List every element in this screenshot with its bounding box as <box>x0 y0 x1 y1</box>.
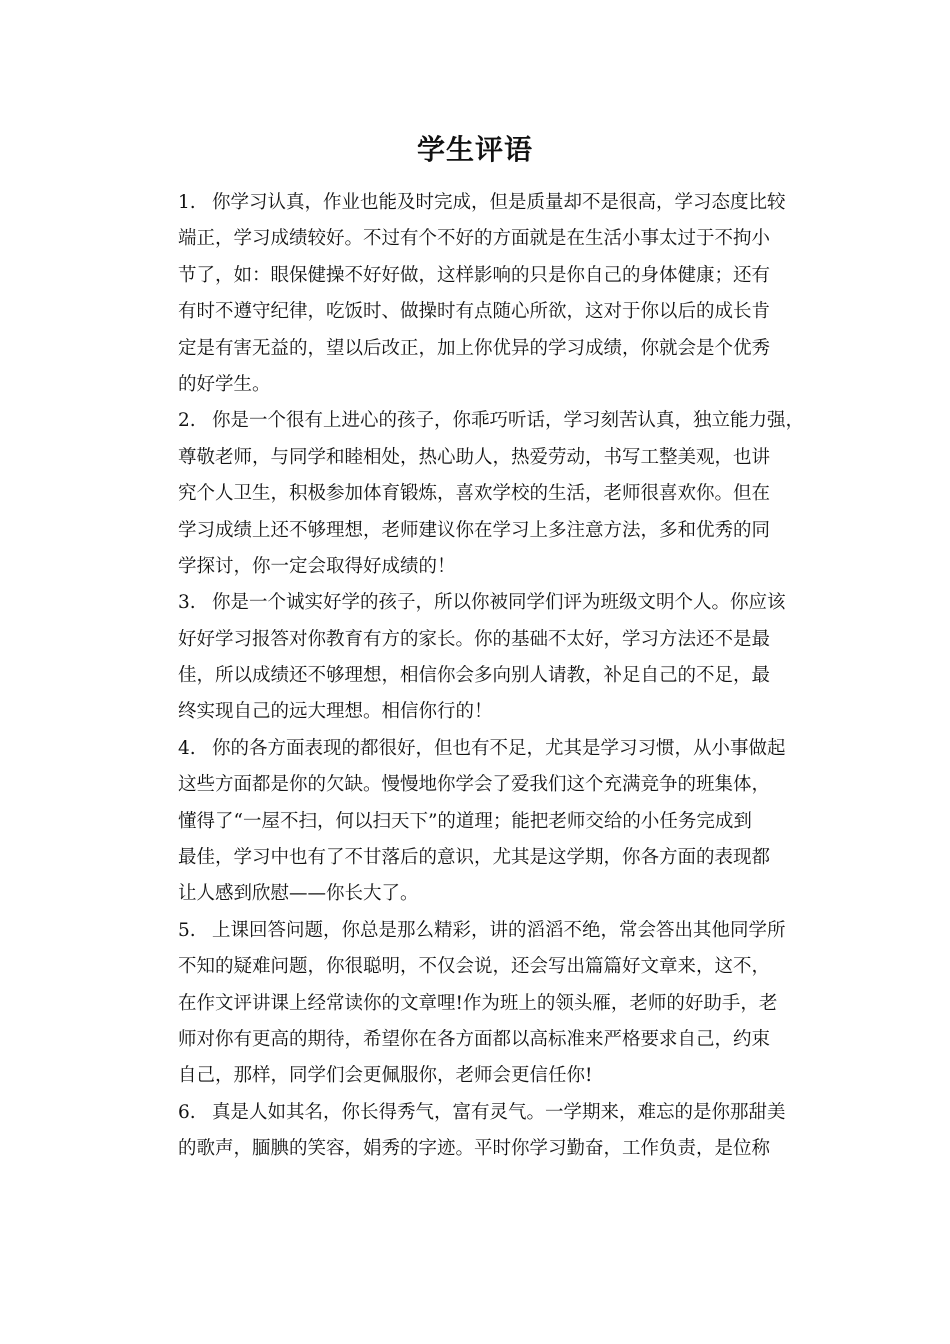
item-6-line-2: 的歌声，腼腆的笑容，娟秀的字迹。平时你学习勤奋，工作负责，是位称 <box>178 1138 771 1160</box>
item-5-line-3: 在作文评讲课上经常读你的文章哩!作为班上的领头雁，老师的好助手，老 <box>178 992 778 1014</box>
item-1-line-2: 端正，学习成绩较好。不过有个不好的方面就是在生活小事太过于不拘小 <box>178 228 771 250</box>
item-1-line-1: 1. 你学习认真，作业也能及时完成，但是质量却不是很高，学习态度比较 <box>178 185 818 221</box>
item-number: 1. <box>178 192 196 213</box>
item-4-line-2: 这些方面都是你的欠缺。慢慢地你学会了爱我们这个充满竞争的班集体， <box>178 774 771 796</box>
item-2-line-2: 尊敬老师，与同学和睦相处，热心助人，热爱劳动，书写工整美观，也讲 <box>178 446 771 468</box>
item-5-line-2: 不知的疑难问题，你很聪明，不仅会说，还会写出篇篇好文章来，这不， <box>178 956 771 978</box>
item-1-line-5: 定是有害无益的，望以后改正，加上你优异的学习成绩，你就会是个优秀 <box>178 337 771 359</box>
document-body <box>178 185 818 1168</box>
item-number: 3. <box>178 592 196 614</box>
document-title: 学生评语 <box>416 133 533 166</box>
item-6-line-1: 6. 真是人如其名，你长得秀气，富有灵气。一学期来，难忘的是你那甜美 <box>178 1095 818 1131</box>
item-number: 4. <box>178 737 196 759</box>
item-2-line-4: 学习成绩上还不够理想，老师建议你在学习上多注意方法，多和优秀的同 <box>178 519 771 541</box>
item-2-line-3: 究个人卫生，积极参加体育锻炼，喜欢学校的生活，老师很喜欢你。但在 <box>178 483 771 505</box>
item-3-line-4: 终实现自己的远大理想。相信你行的！ <box>178 701 493 723</box>
item-2-line-5: 学探讨，你一定会取得好成绩的！ <box>178 555 456 577</box>
item-5-line-4: 师对你有更高的期待，希望你在各方面都以高标准来严格要求自己，约束 <box>178 1028 771 1050</box>
item-1-line-6: 的好学生。 <box>178 373 271 395</box>
item-number: 2. <box>178 410 196 432</box>
item-5-line-1: 5. 上课回答问题，你总是那么精彩，讲的滔滔不绝，常会答出其他同学所 <box>178 913 818 949</box>
item-4-line-4: 最佳，学习中也有了不甘落后的意识，尤其是这学期，你各方面的表现都 <box>178 847 771 869</box>
item-4-line-3: 懂得了“一屋不扫，何以扫天下”的道理；能把老师交给的小任务完成到 <box>178 810 752 832</box>
item-number: 5. <box>178 919 196 941</box>
item-2-line-1: 2. 你是一个很有上进心的孩子，你乖巧听话，学习刻苦认真，独立能力强， <box>178 403 818 439</box>
item-4-line-5: 让人感到欣慰——你长大了。 <box>178 883 419 905</box>
item-3-line-3: 佳，所以成绩还不够理想，相信你会多向别人请教，补足自己的不足，最 <box>178 665 771 687</box>
item-1-line-3: 节了，如：眼保健操不好好做，这样影响的只是你自己的身体健康；还有 <box>178 264 771 286</box>
item-number: 6. <box>178 1101 196 1123</box>
item-5-line-5: 自己，那样，同学们会更佩服你，老师会更信任你! <box>178 1065 593 1087</box>
item-4-line-1: 4. 你的各方面表现的都很好，但也有不足，尤其是学习习惯，从小事做起 <box>178 731 818 767</box>
item-3-line-2: 好好学习报答对你教育有方的家长。你的基础不太好，学习方法还不是最 <box>178 628 771 650</box>
item-1-line-4: 有时不遵守纪律，吃饭时、做操时有点随心所欲，这对于你以后的成长肯 <box>178 301 771 323</box>
item-3-line-1: 3. 你是一个诚实好学的孩子，所以你被同学们评为班级文明个人。你应该 <box>178 585 818 621</box>
